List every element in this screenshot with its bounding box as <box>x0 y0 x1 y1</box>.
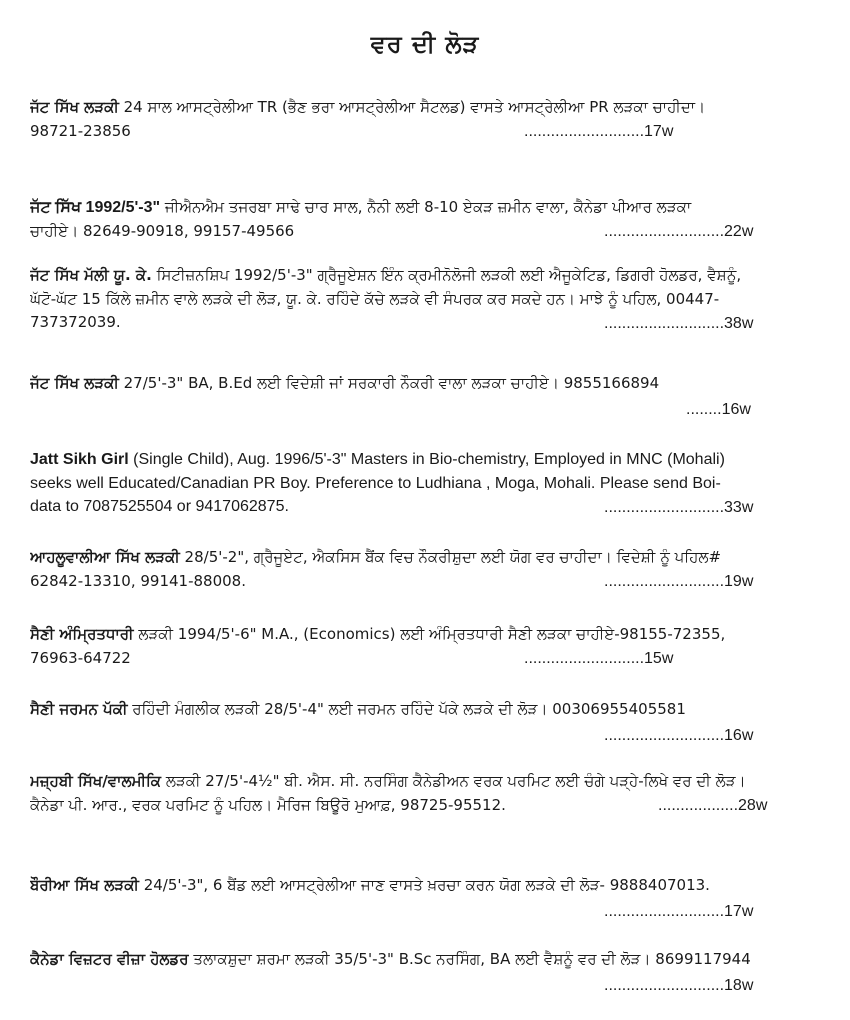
matrimonial-ad <box>30 448 828 524</box>
ad-lead: ਜੱਟ ਸਿੱਖ ਲੜਕੀ <box>30 98 119 116</box>
ad-code: ...........................22w <box>604 223 754 240</box>
ad-code: ..................28w <box>658 797 768 814</box>
matrimonial-ad <box>30 623 828 675</box>
matrimonial-ad <box>30 948 828 1000</box>
ad-line-2: ਕੈਨੇਡਾ ਪੀ. ਆਰ., ਵਰਕ ਪਰਮਿਟ ਨੂੰ ਪਹਿਲ। ਮੈਰਿਜ ਬਿਊਰੋ ਮੁਆਫ਼, 98725-95512. <box>30 795 506 814</box>
ad-line-1 <box>30 770 828 794</box>
ad-text: ਰਹਿੰਦੀ ਮੰਗਲੀਕ ਲੜਕੀ 28/5'-4" ਲਈ ਜਰਮਨ ਰਹਿੰਦੇ ਪੱਕੇ ਲੜਕੇ ਦੀ ਲੋੜ। 00306955405581 <box>127 700 686 718</box>
ad-lead: ਸੈਣੀ ਅੰਮ੍ਰਿਤਧਾਰੀ <box>30 625 134 643</box>
ad-text: 24/5'-3", 6 ਬੈਂਡ ਲਈ ਆਸਟ੍ਰੇਲੀਆ ਜਾਣ ਵਾਸਤੇ ਖ਼ਰਚਾ ਕਰਨ ਯੋਗ ਲੜਕੇ ਦੀ ਲੋੜ- 9888407013. <box>138 876 710 894</box>
ad-text: 27/5'-3" BA, B.Ed ਲਈ ਵਿਦੇਸ਼ੀ ਜਾਂ ਸਰਕਾਰੀ ਨੌਕਰੀ ਵਾਲਾ ਲੜਕਾ ਚਾਹੀਏ। 9855166894 <box>118 374 660 392</box>
matrimonial-ad <box>30 770 828 822</box>
ad-text: (Single Child), Aug. 1996/5'-3" Masters in Bio-chemistry, Employed in MNC (Mohali) <box>128 451 725 468</box>
ad-text: ਲੜਕੀ 1994/5'-6" M.A., (Economics) ਲਈ ਅੰਮ੍ਰਿਤਧਾਰੀ ਸੈਣੀ ਲੜਕਾ ਚਾਹੀਏ-98155-72355, <box>133 625 726 643</box>
ad-line-1 <box>30 264 828 288</box>
ad-line-2: 98721-23856 <box>30 121 131 140</box>
ad-line-2: 76963-64722 <box>30 648 131 667</box>
ad-text: ਲੜਕੀ 27/5'-4½" ਬੀ. ਐਸ. ਸੀ. ਨਰਸਿੰਗ ਕੈਨੇਡੀਅਨ ਵਰਕ ਪਰਮਿਟ ਲਈ ਚੰਗੇ ਪੜ੍ਹੇ-ਲਿਖੇ ਵਰ ਦੀ ਲੋੜ। <box>161 772 746 790</box>
ad-code: ...........................16w <box>604 727 754 744</box>
ad-line-1 <box>30 372 828 396</box>
ad-line-2: ਚਾਹੀਏ। 82649-90918, 99157-49566 <box>30 221 295 240</box>
ad-code: ...........................15w <box>524 650 674 667</box>
matrimonial-ad <box>30 372 828 424</box>
matrimonial-ad <box>30 874 828 926</box>
ad-text: ਜੀਐਨਐਮ ਤਜਰਬਾ ਸਾਢੇ ਚਾਰ ਸਾਲ, ਨੈਨੀ ਲਈ 8-10 ਏਕੜ ਜ਼ਮੀਨ ਵਾਲਾ, ਕੈਨੇਡਾ ਪੀਆਰ ਲੜਕਾ <box>160 198 692 216</box>
ad-lead: ਜੱਟ ਸਿੱਖ ਲੜਕੀ <box>30 374 119 392</box>
ad-code: ...........................17w <box>604 903 754 920</box>
ad-lead: ਕੈਨੇਡਾ ਵਿਜ਼ਟਰ ਵੀਜ਼ਾ ਹੋਲਡਰ <box>30 950 189 968</box>
ad-line-1 <box>30 623 828 647</box>
ad-code: ...........................17w <box>524 123 674 140</box>
ad-lead: ਬੌਰੀਆ ਸਿੱਖ ਲੜਕੀ <box>30 876 139 894</box>
matrimonial-ad <box>30 264 828 340</box>
ad-line-1 <box>30 698 828 722</box>
page-title: ਵਰ ਦੀ ਲੋੜ <box>370 30 480 58</box>
ad-text: 24 ਸਾਲ ਆਸਟ੍ਰੇਲੀਆ TR (ਭੈਣ ਭਰਾ ਆਸਟ੍ਰੇਲੀਆ ਸੈਟਲਡ) ਵਾਸਤੇ ਆਸਟ੍ਰੇਲੀਆ PR ਲੜਕਾ ਚਾਹੀਦਾ। <box>118 98 706 116</box>
ad-code: ...........................33w <box>604 499 754 516</box>
ad-line-3: 737372039. <box>30 313 121 331</box>
ad-line-2: seeks well Educated/Canadian PR Boy. Preference to Ludhiana , Moga, Mohali. Please send Boi- <box>30 474 721 492</box>
ad-code: ........16w <box>686 401 751 418</box>
ad-code: ...........................38w <box>604 315 754 332</box>
matrimonial-ad <box>30 546 828 598</box>
matrimonial-ad <box>30 698 828 750</box>
ad-text: 28/5'-2", ਗ੍ਰੈਜੂਏਟ, ਐਕਸਿਸ ਬੈਂਕ ਵਿਚ ਨੌਕਰੀਸ਼ੁਦਾ ਲਈ ਯੋਗ ਵਰ ਚਾਹੀਦਾ। ਵਿਦੇਸ਼ੀ ਨੂੰ ਪਹਿਲ# <box>179 548 722 566</box>
ad-lead: ਸੈਣੀ ਜਰਮਨ ਪੱਕੀ <box>30 700 128 718</box>
ad-lead: ਮਜ਼੍ਹਬੀ ਸਿੱਖ/ਵਾਲਮੀਕਿ <box>30 772 162 790</box>
ad-code: ...........................19w <box>604 573 754 590</box>
ad-code: ...........................18w <box>604 977 754 994</box>
ad-line-1 <box>30 96 828 120</box>
ad-lead: ਆਹਲੂਵਾਲੀਆ ਸਿੱਖ ਲੜਕੀ <box>30 548 180 566</box>
ad-text: ਸਿਟੀਜ਼ਨਸ਼ਿਪ 1992/5'-3" ਗ੍ਰੈਜੂਏਸ਼ਨ ਇੰਨ ਕ੍ਰਮੀਨੋਲੋਜੀ ਲੜਕੀ ਲਈ ਐਜੂਕੇਟਿਡ, ਡਿਗਰੀ ਹੋਲਡਰ, ਵੈਸ਼ਨੂੰ, <box>151 266 742 284</box>
ad-line-2: 62842-13310, 99141-88008. <box>30 571 246 590</box>
ad-line-1 <box>30 196 828 220</box>
ad-lead: ਜੱਟ ਸਿੱਖ ਮੱਲੀ ਯੂ. ਕੇ. <box>30 266 152 284</box>
ad-line-1 <box>30 874 828 898</box>
ad-lead: Jatt Sikh Girl <box>30 451 129 468</box>
ad-line-1 <box>30 546 828 570</box>
ad-line-3: data to 7087525504 or 9417062875. <box>30 498 289 515</box>
matrimonial-ad <box>30 196 828 248</box>
matrimonial-ad <box>30 96 828 148</box>
ad-text: ਤਲਾਕਸ਼ੁਦਾ ਸ਼ਰਮਾ ਲੜਕੀ 35/5'-3" B.Sc ਨਰਸਿੰਗ, BA ਲਈ ਵੈਸ਼ਨੂੰ ਵਰ ਦੀ ਲੋੜ। 8699117944 <box>188 950 751 968</box>
ad-lead: ਜੱਟ ਸਿੱਖ 1992/5'-3" <box>30 199 161 216</box>
ad-line-1 <box>30 948 828 972</box>
ad-line-1 <box>30 448 828 472</box>
ad-line-2: ਘੱਟੋ-ਘੱਟ 15 ਕਿੱਲੇ ਜ਼ਮੀਨ ਵਾਲੇ ਲੜਕੇ ਦੀ ਲੋੜ, ਯੂ. ਕੇ. ਰਹਿੰਦੇ ਕੱਚੇ ਲੜਕੇ ਵੀ ਸੰਪਰਕ ਕਰ ਸਕਦੇ ਹਨ। ਮਾਝੇ ਨੂੰ ਪਹਿਲ, 00447- <box>30 289 720 308</box>
